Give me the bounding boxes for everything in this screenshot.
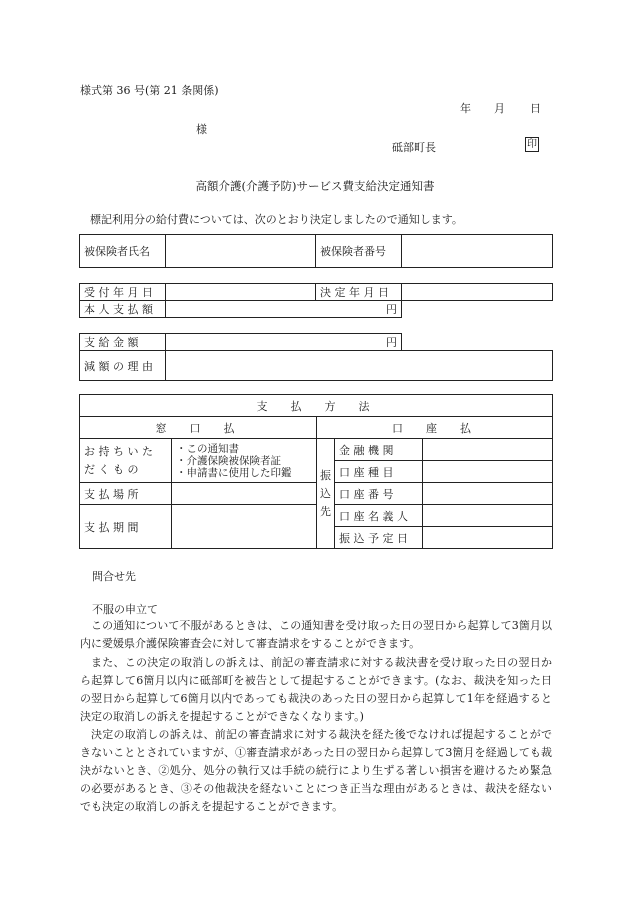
payment-place-value: [172, 483, 317, 505]
account-number-label: 口 座 番 号: [335, 483, 423, 505]
payment-amount-label: 支 給 金 額: [80, 334, 166, 351]
form-number: 様式第 36 号(第 21 条関係): [80, 84, 219, 97]
payment-amount-value: 円: [166, 334, 402, 351]
payment-method-table: [79, 394, 553, 549]
items-to-bring-label: [80, 439, 172, 483]
items-to-bring-label-line1: お 持 ち い た: [84, 444, 153, 458]
contact-label: 問合せ先: [92, 570, 136, 583]
date-day-label: 日: [530, 102, 541, 115]
account-holder-label: 口 座 名 義 人: [335, 505, 423, 527]
self-pay-value: 円: [166, 301, 402, 318]
item-seal: ・申請書に使用した印鑑: [176, 466, 292, 479]
intro-text: 標記利用分の給付費については、次のとおり決定しましたので通知します。: [90, 213, 463, 226]
account-payment-header: 口 座 払: [317, 417, 553, 439]
window-payment-header: 窓 口 払: [80, 417, 317, 439]
account-number-value: [423, 483, 553, 505]
transfer-date-value: [423, 527, 553, 549]
item-insurance-card: ・介護保険被保険者証: [176, 454, 281, 467]
objection-paragraph-2: また、この決定の取消しの訴えは、前記の審査請求に対する裁決書を受け取った日の翌日から起算して6箇月以内に砥部町を被告として提起することができます。(なお、裁決を知った日の翌日から起算して6箇月以内であっても裁決のあった日の翌日から起算して1年を経過すると決定の取消しの訴えを提起することができなくなります。): [80, 656, 552, 723]
dates-table: [79, 283, 553, 318]
account-type-label: 口 座 種 目: [335, 461, 423, 483]
payment-method-title: 支 払 方 法: [80, 395, 553, 417]
bank-value: [423, 439, 553, 461]
transfer-char-3: 先: [320, 504, 331, 518]
decision-date-label: 決 定 年 月 日: [316, 284, 402, 301]
seal-mark: [525, 137, 539, 152]
received-date-value: [166, 284, 316, 301]
date-year-label: 年: [460, 102, 471, 115]
transfer-char-1: 振: [320, 468, 331, 482]
received-date-label: 受 付 年 月 日: [80, 284, 166, 301]
insured-name-label: 被保険者氏名: [80, 235, 166, 268]
reduction-reason-table: [79, 350, 553, 381]
self-pay-label: 本 人 支 払 額: [80, 301, 166, 318]
document-title: 高額介護(介護予防)サービス費支給決定通知書: [195, 179, 435, 193]
transfer-destination-label: [317, 439, 335, 549]
transfer-date-label: 振 込 予 定 日: [335, 527, 423, 549]
date-month-label: 月: [494, 102, 505, 115]
items-to-bring-list: [172, 439, 317, 483]
payment-period-label: 支 払 期 間: [80, 505, 172, 549]
payment-period-value: [172, 505, 317, 549]
objection-heading: 不服の申立て: [92, 603, 158, 616]
account-type-value: [423, 461, 553, 483]
decision-date-value: [402, 284, 553, 301]
insured-info-table: [79, 234, 553, 268]
items-to-bring-label-line2: だ く も の: [84, 462, 139, 476]
insured-name-value: [166, 235, 316, 268]
seal-label: 印: [527, 139, 537, 150]
transfer-char-2: 込: [320, 486, 331, 500]
insured-number-value: [402, 235, 553, 268]
reduction-reason-label: 減 額 の 理 由: [80, 351, 166, 381]
reduction-reason-value: [166, 351, 553, 381]
issuer-name: 砥部町長: [392, 141, 436, 154]
insured-number-label: 被保険者番号: [316, 235, 402, 268]
payment-place-label: 支 払 場 所: [80, 483, 172, 505]
bank-label: 金 融 機 関: [335, 439, 423, 461]
objection-paragraph-1: この通知について不服があるときは、この通知書を受け取った日の翌日から起算して3箇月以内に愛媛県介護保険審査会に対して審査請求をすることができます。: [80, 619, 552, 650]
objection-paragraph-3: 決定の取消しの訴えは、前記の審査請求に対する裁決を経た後でなければ提起することができないこととされていますが、①審査請求があった日の翌日から起算して3箇月を経過しても裁決がないとき、②処分、処分の執行又は手続の続行により生ずる著しい損害を避けるため緊急の必要があるとき、③その他裁決を経ないことにつき正当な理由があるときは、裁決を経ないでも決定の取消しの訴えを提起することができます。: [80, 728, 552, 813]
payment-amount-table: [79, 333, 402, 351]
account-holder-value: [423, 505, 553, 527]
addressee-suffix: 様: [196, 123, 207, 136]
item-notice: ・この通知書: [176, 442, 239, 455]
